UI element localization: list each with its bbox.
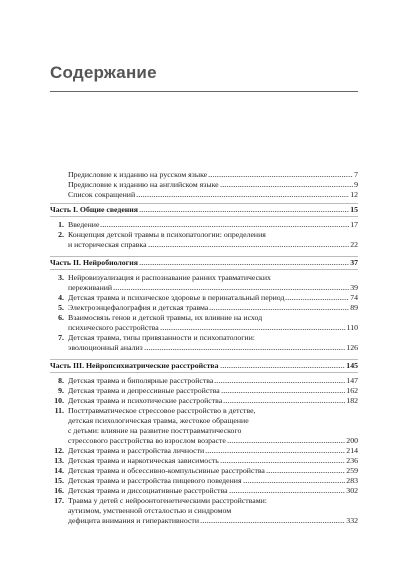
entry-title: с детьми: влияние на развитие посттравматического (68, 426, 242, 435)
entry-title: Детская травма и расстройства пищевого поведения (68, 476, 242, 485)
entry-title: Детская травма и расстройства личности (68, 446, 205, 455)
entry-page: 12 (350, 190, 358, 199)
chapter-number: 2. (58, 230, 64, 239)
entry-title: Концепция детской травмы в психопатологии: определения (68, 230, 266, 239)
leader-dots (139, 259, 349, 266)
chapter-number: 17. (54, 496, 64, 505)
toc-entry-chapter[interactable] (50, 293, 358, 303)
chapter-number: 12. (54, 446, 64, 455)
entry-page: 182 (346, 396, 358, 405)
spacer (50, 250, 358, 253)
entry-page: 214 (346, 446, 358, 455)
entry-title: Нейровизуализация и распознавание ранних травматических (68, 273, 271, 282)
entry-line-last (50, 293, 358, 303)
toc-entry-chapter[interactable] (50, 220, 358, 230)
entry-line-last (50, 240, 358, 250)
chapter-number: 6. (58, 313, 64, 322)
chapter-number: 14. (54, 466, 64, 475)
title-divider (50, 91, 358, 92)
entry-line-last (50, 386, 358, 396)
entry-page: 110 (346, 323, 358, 332)
entry-page: 39 (350, 283, 358, 292)
entry-page: 89 (350, 303, 358, 312)
entry-title: Детская травма и депрессивные расстройства (68, 386, 220, 395)
chapter-number: 8. (58, 376, 64, 385)
part-title: Часть I. Общие сведения (50, 205, 139, 214)
entry-title: дефицита внимания и гиперактивности (68, 516, 199, 525)
entry-line-last (50, 516, 358, 526)
toc-entry-chapter[interactable] (50, 456, 358, 466)
chapter-number: 9. (58, 386, 64, 395)
entry-title: Посттравматическое стрессовое расстройство в детстве, (68, 406, 256, 415)
chapter-number: 10. (54, 396, 64, 405)
toc-entry-chapter[interactable] (50, 313, 358, 333)
leader-dots (220, 362, 346, 369)
leader-dots (113, 284, 349, 291)
leader-dots (136, 191, 349, 198)
leader-dots (100, 221, 349, 228)
entry-line-last (50, 323, 358, 333)
entry-line (50, 313, 358, 323)
chapter-number: 1. (58, 220, 64, 229)
entry-title: Травма у детей с нейроонтогенетическими расстройствами: (68, 496, 267, 505)
entry-line (50, 230, 358, 240)
entry-title: Предисловие к изданию на русском языке (68, 170, 208, 179)
toc-entry-chapter[interactable] (50, 303, 358, 313)
entry-title: психического расстройства (68, 323, 159, 332)
entry-page: 147 (346, 376, 358, 385)
entry-page: 74 (350, 293, 358, 302)
toc-part-heading[interactable] (50, 203, 358, 217)
part-page: 15 (350, 205, 358, 214)
entry-line (50, 496, 358, 506)
leader-dots (200, 517, 345, 524)
entry-page: 22 (350, 240, 358, 249)
chapter-number: 11. (54, 406, 64, 415)
chapter-number: 15. (54, 476, 64, 485)
entry-title: Список сокращений (68, 190, 136, 199)
leader-dots (205, 447, 345, 454)
entry-line (50, 406, 358, 416)
chapter-number: 5. (58, 303, 64, 312)
leader-dots (229, 487, 346, 494)
entry-page: 332 (346, 516, 358, 525)
chapter-number: 4. (58, 293, 64, 302)
toc-entry-chapter[interactable] (50, 486, 358, 496)
toc-entry-chapter[interactable] (50, 273, 358, 293)
entry-line-last (50, 303, 358, 313)
toc-entry-chapter[interactable] (50, 406, 358, 446)
spacer (50, 353, 358, 356)
part-page: 37 (350, 258, 358, 267)
part-page: 145 (346, 361, 358, 370)
entry-title: Детская травма и обсессивно-компульсивные расстройства (68, 466, 265, 475)
leader-dots (266, 467, 345, 474)
toc-entry-chapter[interactable] (50, 396, 358, 406)
leader-dots (144, 344, 346, 351)
leader-dots (285, 294, 349, 301)
toc-part-heading[interactable] (50, 359, 358, 373)
entry-page: 17 (350, 220, 358, 229)
toc-entry-front[interactable] (50, 180, 358, 190)
entry-title: и историческая справка (68, 240, 147, 249)
toc-entry-chapter[interactable] (50, 376, 358, 386)
entry-page: 126 (346, 343, 358, 352)
chapter-number: 16. (54, 486, 64, 495)
entry-title: Детская травма и диссоциативные расстройства (68, 486, 228, 495)
entry-line (50, 506, 358, 516)
part-title: Часть II. Нейробиология (50, 258, 138, 267)
entry-line-last (50, 220, 358, 230)
leader-dots (209, 304, 349, 311)
entry-title: Электроэнцефалография и детская травма (68, 303, 209, 312)
toc-entry-chapter[interactable] (50, 446, 358, 456)
toc-entry-chapter[interactable] (50, 476, 358, 486)
leader-dots (223, 397, 345, 404)
entry-title: Детская травма и наркотическая зависимость (68, 456, 219, 465)
toc-entry-chapter[interactable] (50, 496, 358, 526)
chapter-number: 7. (58, 333, 64, 342)
entry-page: 283 (346, 476, 358, 485)
page-title: Содержание (50, 63, 157, 82)
entry-line-last (50, 476, 358, 486)
entry-line-last (50, 283, 358, 293)
entry-line (50, 426, 358, 436)
entry-title: Детская травма, типы привязанности и психопатологии: (68, 333, 255, 342)
entry-title: Введение (68, 220, 100, 229)
entry-title: аутизмом, умственной отсталостью и синдромом (68, 506, 232, 515)
entry-line-last (50, 446, 358, 456)
entry-line-last (50, 466, 358, 476)
entry-line (50, 416, 358, 426)
leader-dots (220, 181, 353, 188)
entry-title: переживаний (68, 283, 113, 292)
entry-title: Детская травма и психотические расстройства (68, 396, 223, 405)
entry-title: стрессового расстройства во взрослом возрасте (68, 436, 226, 445)
toc-entry-chapter[interactable] (50, 386, 358, 396)
entry-title: Взаимосвязь генов и детской травмы, их влияние на исход (68, 313, 263, 322)
entry-title: эволюционный анализ (68, 343, 143, 352)
entry-line-last (50, 343, 358, 353)
leader-dots (139, 206, 349, 213)
entry-page: 7 (354, 170, 358, 179)
entry-page: 9 (354, 180, 358, 189)
leader-dots (243, 477, 346, 484)
leader-dots (214, 377, 345, 384)
toc-entry-front[interactable] (50, 190, 358, 200)
entry-title: Детская травма и биполярные расстройства (68, 376, 214, 385)
entry-line-last (50, 396, 358, 406)
toc-part-heading[interactable] (50, 256, 358, 270)
entry-line (50, 333, 358, 343)
entry-title: детская психологическая травма, жестокое обращение (68, 416, 249, 425)
leader-dots (208, 171, 353, 178)
chapter-number: 13. (54, 456, 64, 465)
leader-dots (227, 437, 345, 444)
toc-entry-chapter[interactable] (50, 333, 358, 353)
leader-dots (220, 457, 345, 464)
toc-entry-front[interactable] (50, 170, 358, 180)
entry-line (50, 273, 358, 283)
part-title: Часть III. Нейропсихиатрические расстройства (50, 361, 219, 370)
entry-page: 259 (346, 466, 358, 475)
entry-title: Предисловие к изданию на английском языке (68, 180, 219, 189)
entry-line-last (50, 456, 358, 466)
leader-dots (148, 241, 350, 248)
entry-page: 200 (346, 436, 358, 445)
entry-page: 236 (346, 456, 358, 465)
toc-entry-chapter[interactable] (50, 466, 358, 476)
chapter-number: 3. (58, 273, 64, 282)
entry-page: 162 (346, 386, 358, 395)
entry-line-last (50, 486, 358, 496)
table-of-contents (50, 170, 358, 529)
entry-line-last (50, 436, 358, 446)
toc-entry-chapter[interactable] (50, 230, 358, 250)
entry-line-last (50, 376, 358, 386)
spacer (50, 526, 358, 529)
leader-dots (160, 324, 346, 331)
leader-dots (221, 387, 346, 394)
entry-title: Детская травма и психическое здоровье в перинатальный период (68, 293, 285, 302)
entry-page: 302 (346, 486, 358, 495)
